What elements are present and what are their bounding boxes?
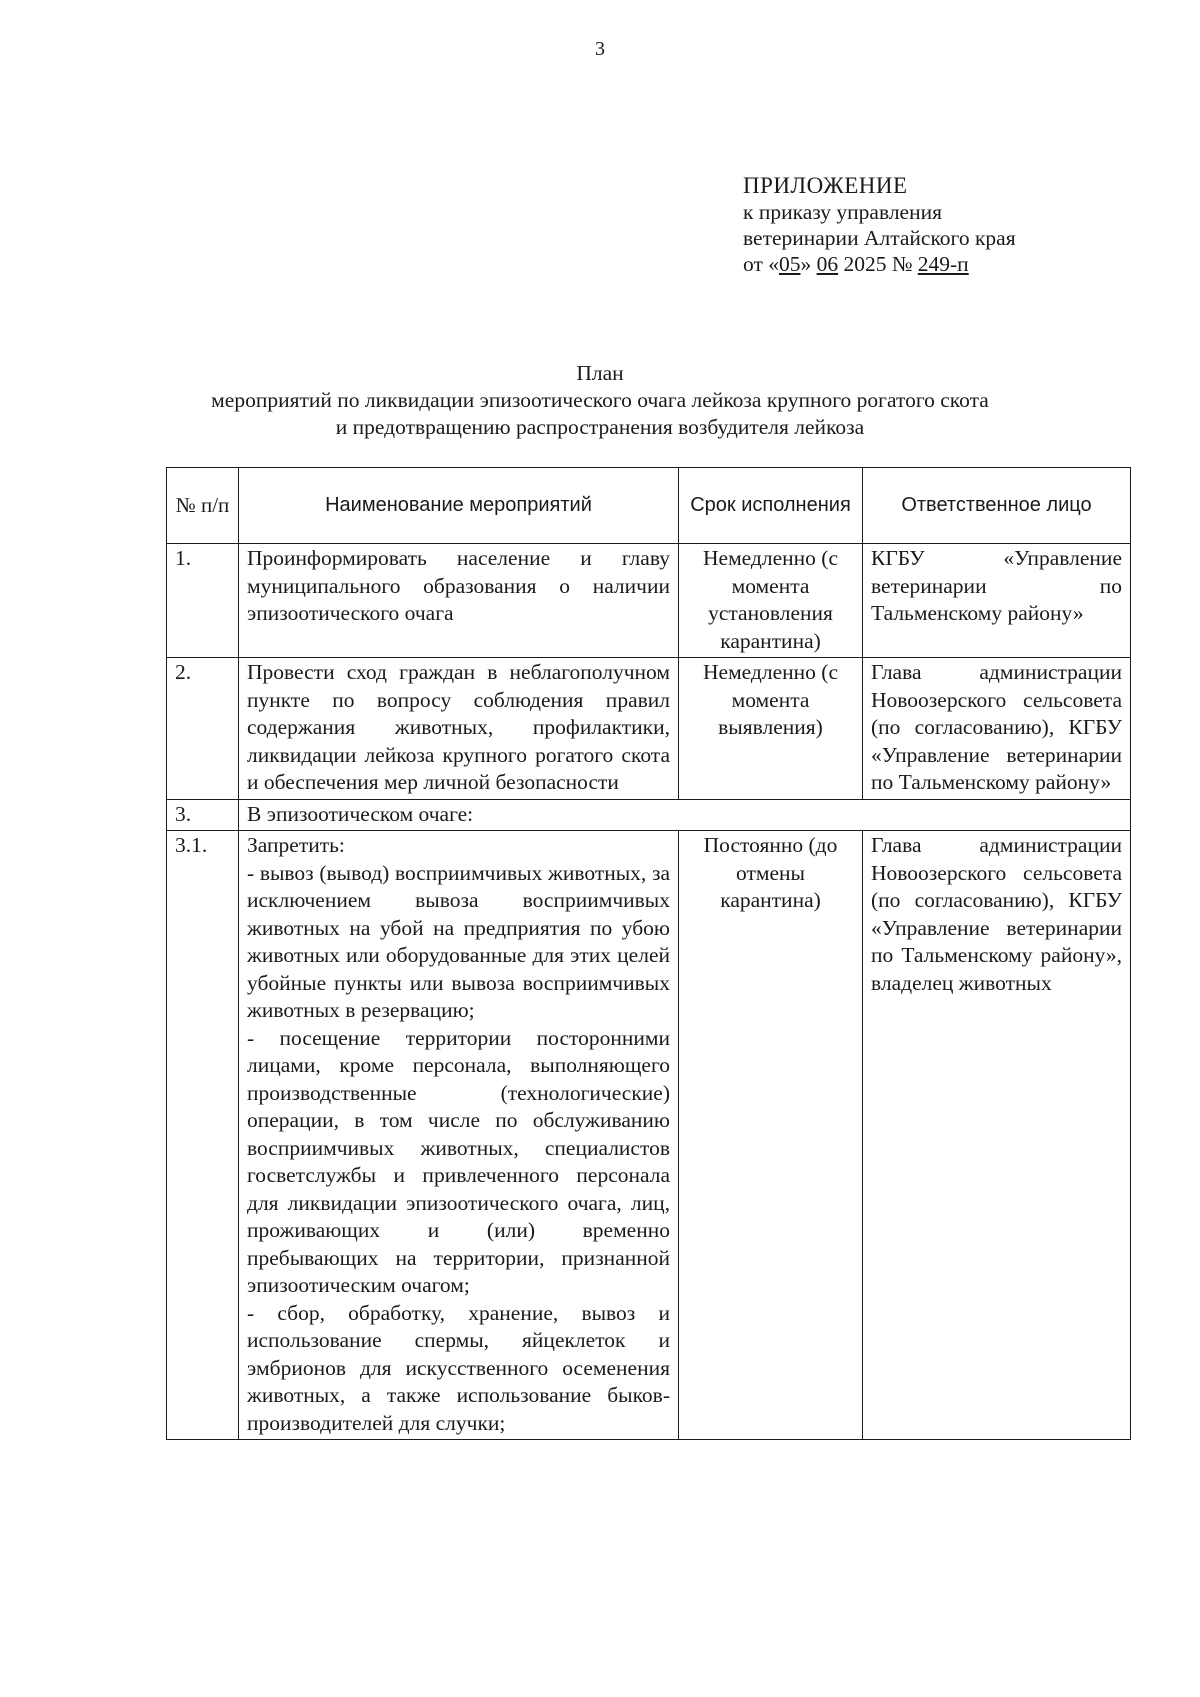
table-row [167,799,1131,831]
prohibit-intro: Запретить: [247,833,345,857]
page-number: 3 [595,38,605,60]
header-name: Наименование мероприятий [239,468,679,544]
table-row [167,658,1131,800]
appendix-date [743,251,1016,277]
row-num: 2. [167,658,239,800]
date-prefix: от « [743,252,779,276]
row-responsible: КГБУ «Управление ветеринарии по Тальменскому району» [863,544,1131,658]
row-responsible: Глава администрации Новоозерского сельсовета (по согласованию), КГБУ «Управление ветеринарии по Тальменскому району» [863,658,1131,800]
row-name: Провести сход граждан в неблагополучном пункте по вопросу соблюдения правил содержания животных, профилактики, ликвидации лейкоза крупного рогатого скота и обеспечения мер личной безопасности [239,658,679,800]
header-num: № п/п [167,468,239,544]
row-name [239,831,679,1440]
row-name: Проинформировать население и главу муниципального образования о наличии эпизоотического очага [239,544,679,658]
row-term: Постоянно (до отмены карантина) [679,831,863,1440]
header-responsible: Ответственное лицо [863,468,1131,544]
title-line-3: и предотвращению распространения возбудителя лейкоза [335,415,865,439]
table-row [167,831,1131,1440]
table-header-row [167,468,1131,544]
plan-title [0,360,1200,441]
order-number: 249-п [917,252,969,276]
date-month: 06 [816,252,839,276]
prohibit-item: - вывоз (вывод) восприимчивых животных, за исключением вывоза восприимчивых животных на убой на предприятия по убою животных или оборудованные для этих целей убойные пункты или вывоза восприимчивых животных в резервацию; [247,860,670,1022]
date-mid: » [800,252,812,276]
row-responsible: Глава администрации Новоозерского сельсовета (по согласованию), КГБУ «Управление ветеринарии по Тальменскому району», владелец животных [863,831,1131,1440]
appendix-line-1: к приказу управления [743,200,943,224]
header-term: Срок исполнения [679,468,863,544]
row-num: 3.1. [167,831,239,1440]
row-num: 3. [167,799,239,831]
row-num: 1. [167,544,239,658]
title-line-2: мероприятий по ликвидации эпизоотического очага лейкоза крупного рогатого скота [211,388,989,412]
row-term: Немедленно (с момента установления карантина) [679,544,863,658]
table-row [167,544,1131,658]
date-year: 2025 № [843,252,913,276]
row-term: Немедленно (с момента выявления) [679,658,863,800]
appendix-heading: ПРИЛОЖЕНИЕ [743,173,908,198]
date-day: 05 [779,252,801,276]
plan-table [166,467,1131,1440]
title-line-1: План [576,361,624,385]
appendix-line-2: ветеринарии Алтайского края [743,226,1016,250]
prohibit-item: - посещение территории посторонними лицами, кроме персонала, выполняющего производственные (технологические) операции, в том числе по обслуживанию восприимчивых животных, специалистов госветслужбы и привлеченного персонала для ликвидации эпизоотического очага, лиц, проживающих и (или) временно пребывающих на территории, признанной эпизоотическим очагом; [247,1025,670,1297]
appendix-block [743,173,1016,277]
row-section-title: В эпизоотическом очаге: [239,799,1131,831]
prohibit-item: - сбор, обработку, хранение, вывоз и использование спермы, яйцеклеток и эмбрионов для искусственного осеменения животных, а также использование быков-производителей для случки; [247,1300,670,1435]
